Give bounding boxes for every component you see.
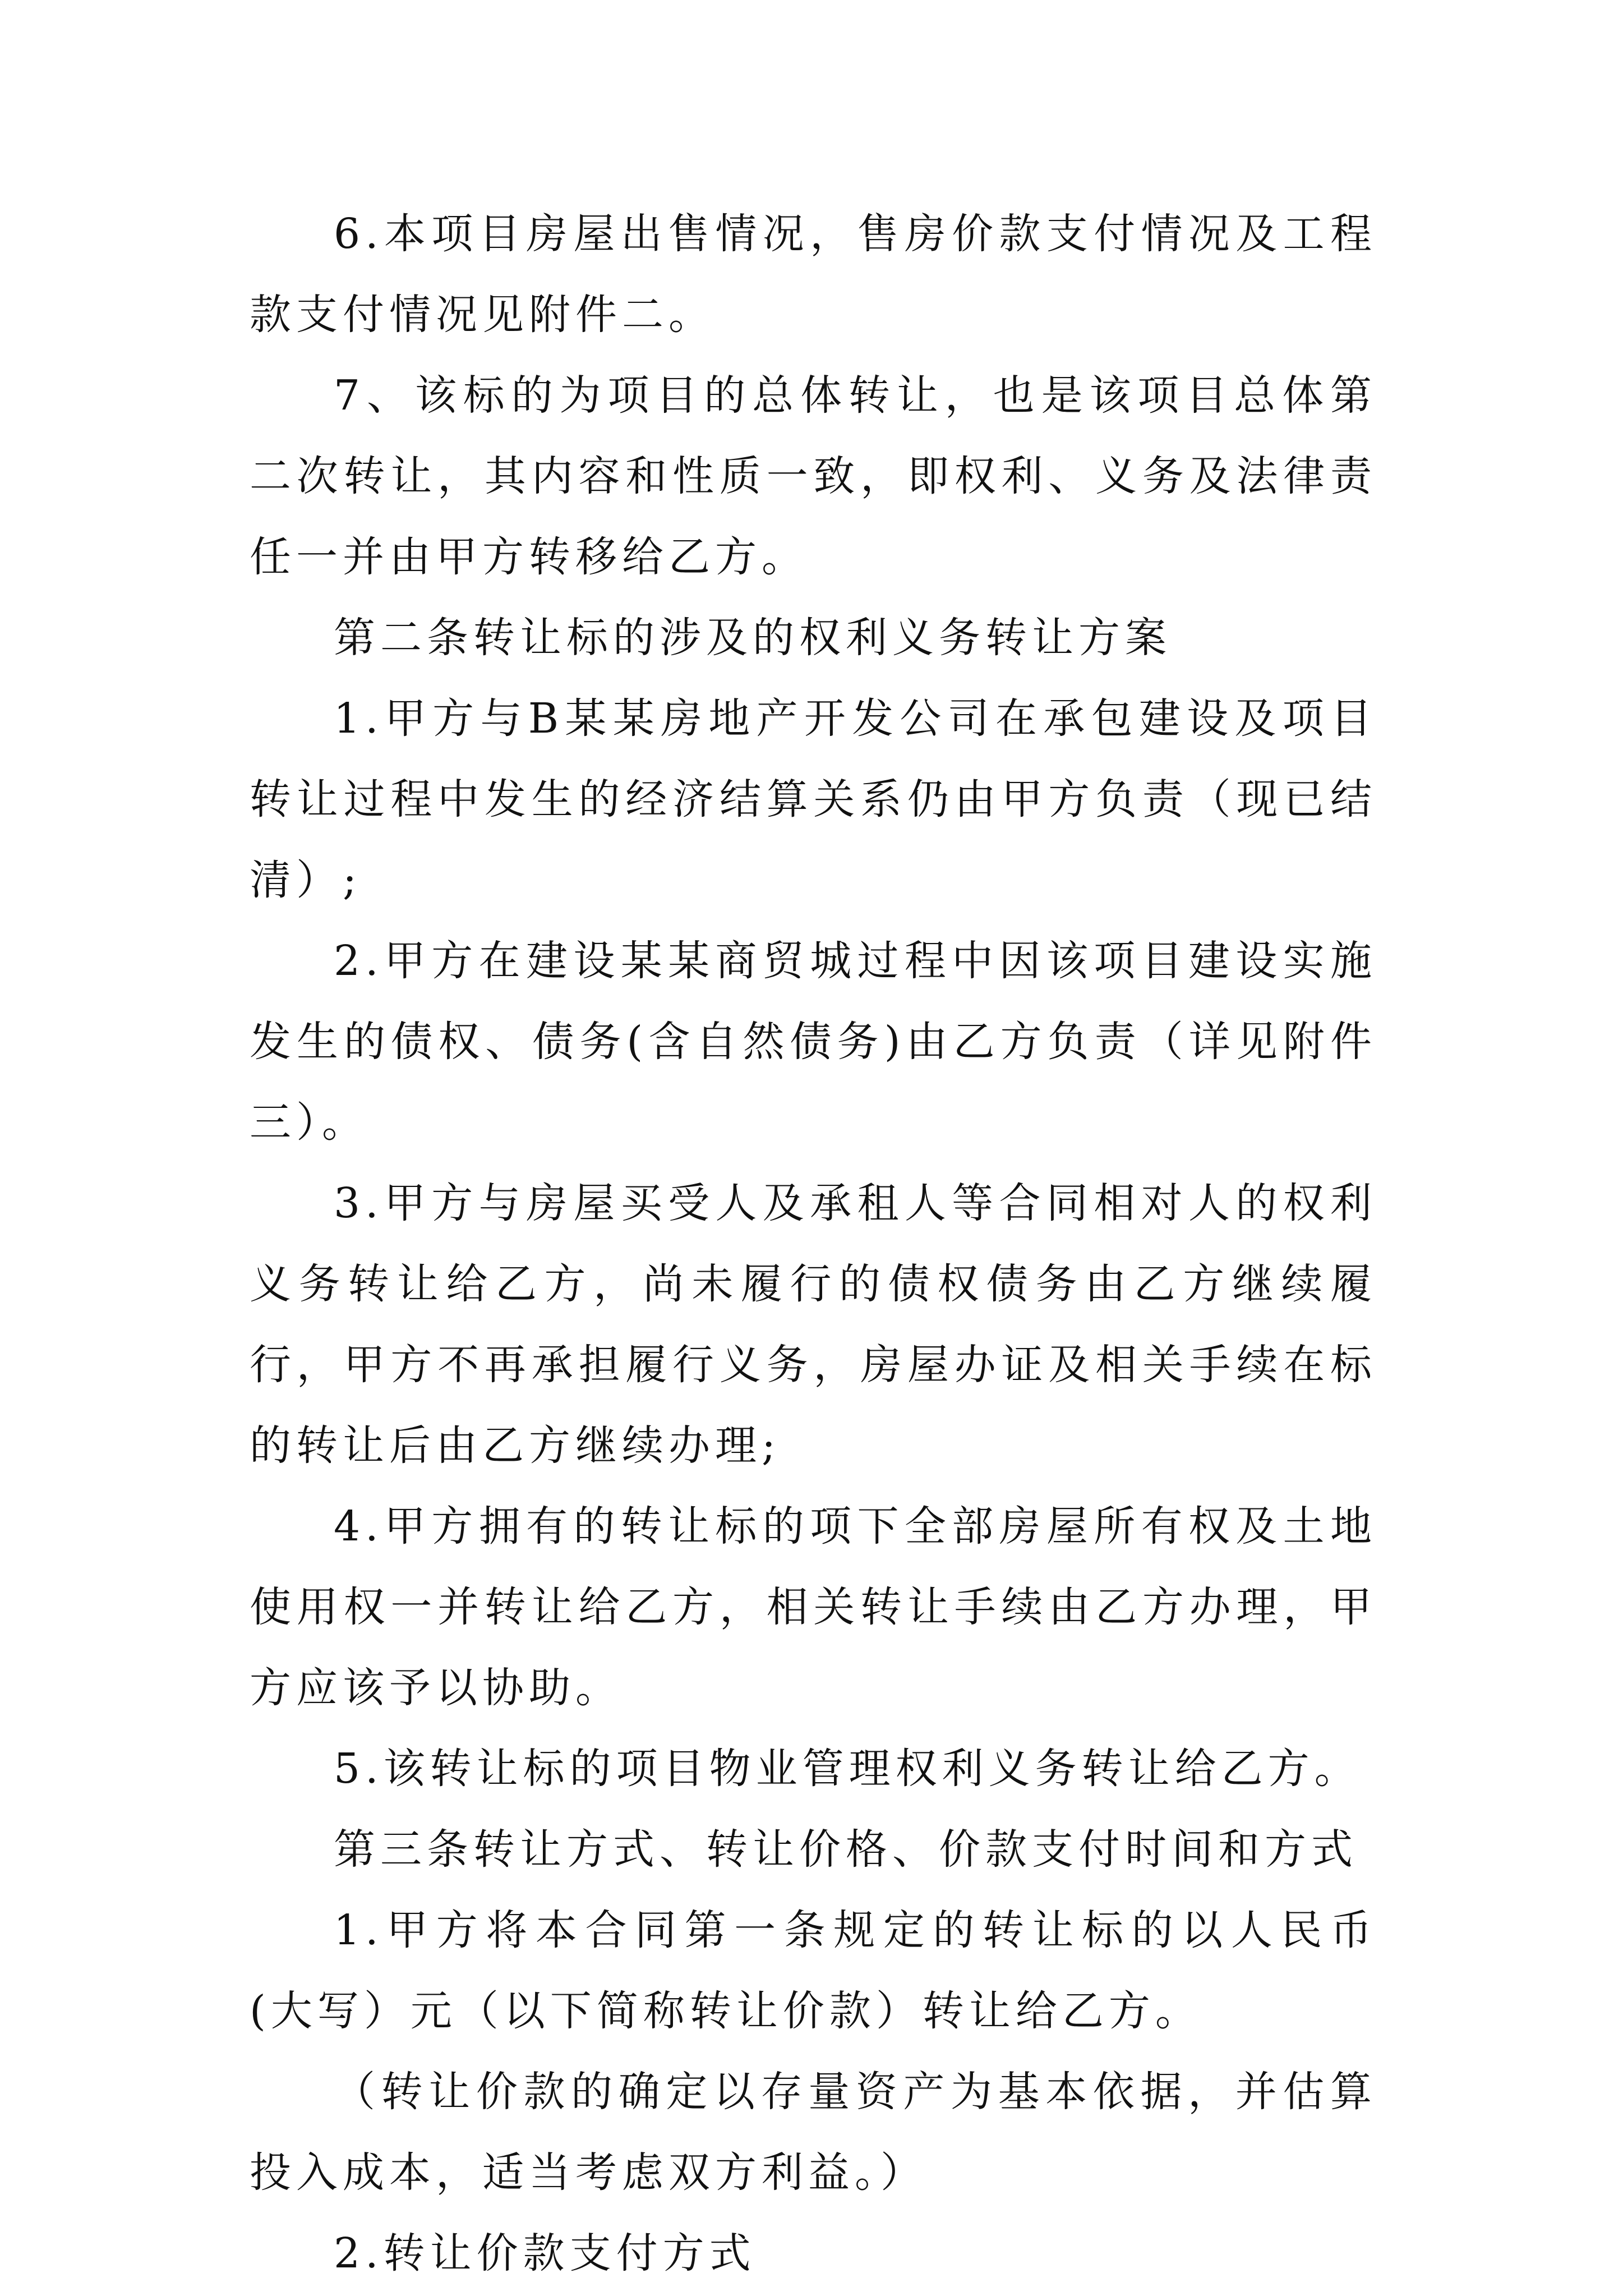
article-2-clause-1: 1.甲方与B某某房地产开发公司在承包建设及项目转让过程中发生的经济结算关系仍由甲方负责（现已结清）; (250, 694, 1377, 904)
paragraph-item-6: 6.本项目房屋出售情况，售房价款支付情况及工程款支付情况见附件二。 (250, 210, 1377, 339)
article-3-heading: 第三条转让方式、转让价格、价款支付时间和方式 (334, 1825, 1358, 1874)
document-body (250, 194, 1377, 2294)
article-2-clause-3: 3.甲方与房屋买受人及承租人等合同相对人的权利义务转让给乙方，尚未履行的债权债务由乙方继续履行，甲方不再承担履行义务，房屋办证及相关手续在标的转让后由乙方继续办理; (250, 1179, 1377, 1470)
price-basis-note: （转让价款的确定以存量资产为基本依据，并估算投入成本，适当考虑双方利益。） (250, 2068, 1377, 2197)
article-2-clause-2: 2.甲方在建设某某商贸城过程中因该项目建设实施发生的债权、债务(含自然债务)由乙方负责（详见附件三）。 (250, 937, 1377, 1147)
article-2-clause-5: 5.该转让标的项目物业管理权利义务转让给乙方。 (334, 1745, 1361, 1793)
article-3-clause-1: 1.甲方将本合同第一条规定的转让标的以人民币(大写）元（以下简称转让价款）转让给乙方。 (250, 1906, 1377, 2035)
article-3-clause-2: 2.转让价款支付方式 (334, 2229, 756, 2277)
article-2-clause-4: 4.甲方拥有的转让标的项下全部房屋所有权及土地使用权一并转让给乙方，相关转让手续由乙方办理，甲方应该予以协助。 (250, 1502, 1377, 1712)
article-2-heading: 第二条转让标的涉及的权利义务转让方案 (334, 614, 1172, 662)
paragraph-item-7: 7、该标的为项目的总体转让，也是该项目总体第二次转让，其内容和性质一致，即权利、义务及法律责任一并由甲方转移给乙方。 (250, 371, 1377, 581)
